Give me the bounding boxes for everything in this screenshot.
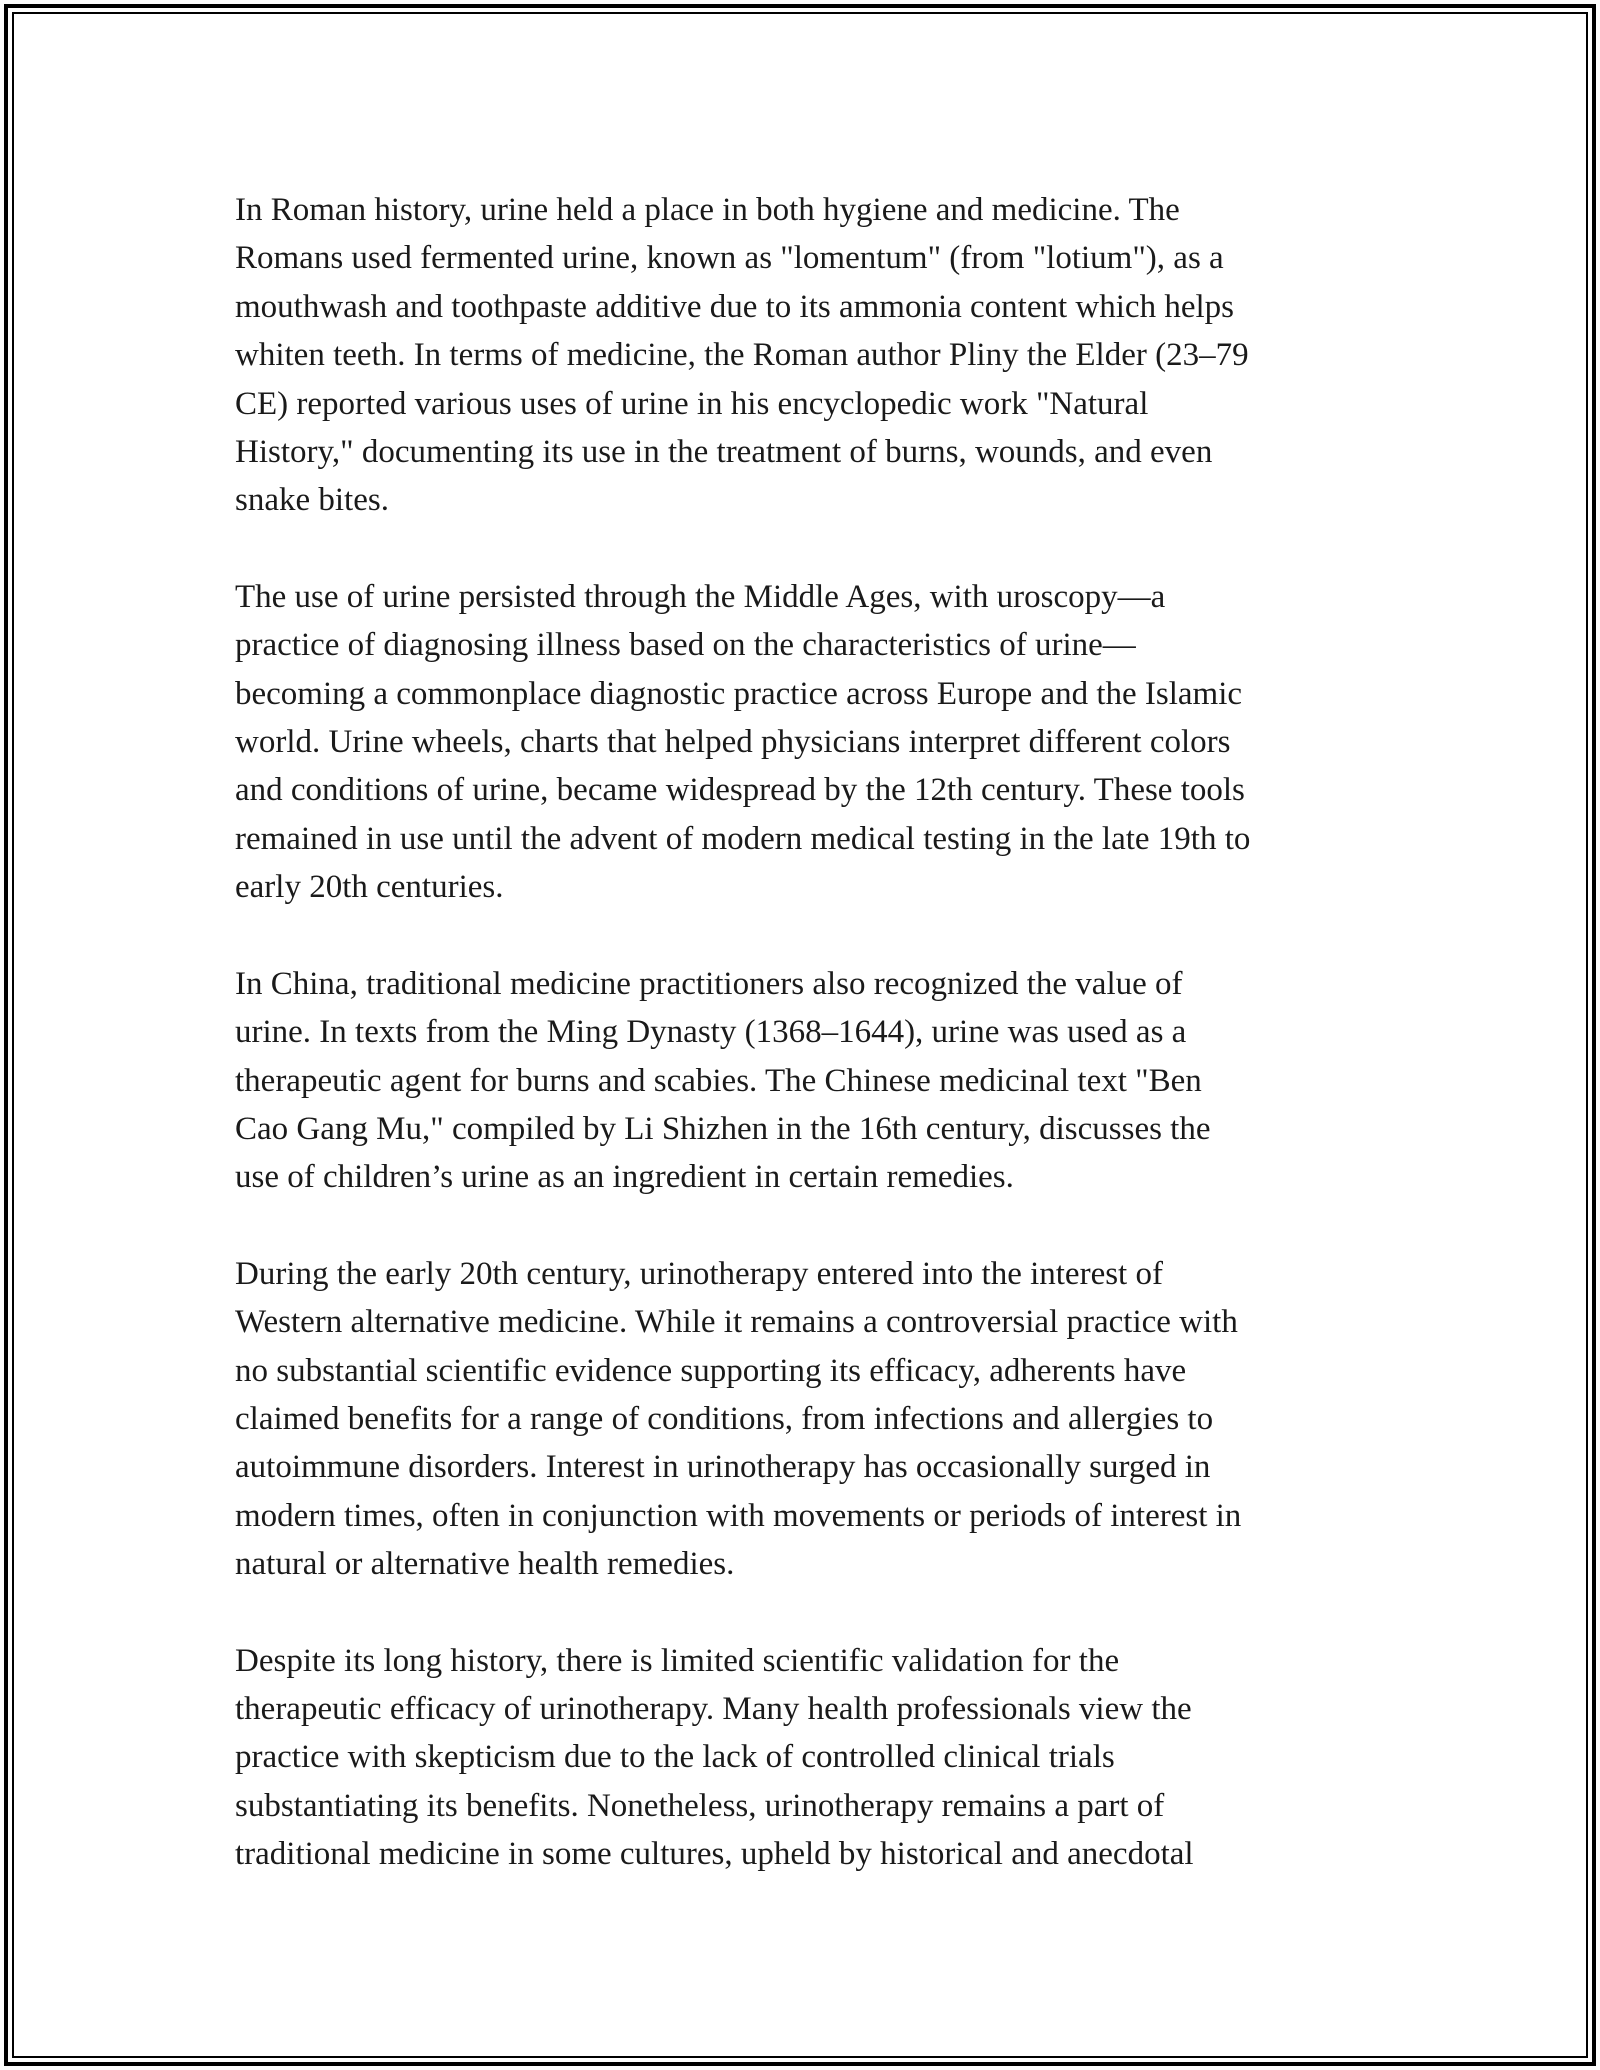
document-body — [235, 186, 1375, 1927]
paragraph-china: In China, traditional medicine practitioners also recognized the value of urine. In texts from the Ming Dynasty (1368–1644), urine was used as a therapeutic agent for burns and scabies. The Chinese medicinal text "Ben Cao Gang Mu," compiled by Li Shizhen in the 16th century, discusses the use of children’s urine as an ingredient in certain remedies. — [235, 965, 1211, 1196]
paragraph-roman-history: In Roman history, urine held a place in both hygiene and medicine. The Romans used fermented urine, known as "lomentum" (from "lotium"), as a mouthwash and toothpaste additive due to its ammonia content which helps whiten teeth. In terms of medicine, the Roman author Pliny the Elder (23–79 CE) reported various uses of urine in his encyclopedic work "Natural History," documenting its use in the treatment of burns, wounds, and even snake bites. — [235, 192, 1249, 519]
paragraph-20th-century: During the early 20th century, urinotherapy entered into the interest of Western alternative medicine. While it remains a controversial practice with no substantial scientific evidence supporting its efficacy, adherents have claimed benefits for a range of conditions, from infections and allergies to autoimmune disorders. Interest in urinotherapy has occasionally surged in modern times, often in conjunction with movements or periods of interest in natural or alternative health remedies. — [235, 1255, 1242, 1583]
paragraph-scientific-validation: Despite its long history, there is limited scientific validation for the therapeutic efficacy of urinotherapy. Many health professionals view the practice with skepticism due to the lack of controlled clinical trials substantiating its benefits. Nonetheless, urinotherapy remains a part of traditional medicine in some cultures, upheld by historical and anecdotal — [235, 1642, 1194, 1873]
paragraph-middle-ages: The use of urine persisted through the Middle Ages, with uroscopy—a practice of diagnosing illness based on the characteristics of urine— becoming a commonplace diagnostic practice across Europe and the Islamic world. Urine wheels, charts that helped physicians interpret different colors and conditions of urine, became widespread by the 12th century. These tools remained in use until the advent of modern medical testing in the late 19th to early 20th centuries. — [235, 578, 1251, 906]
